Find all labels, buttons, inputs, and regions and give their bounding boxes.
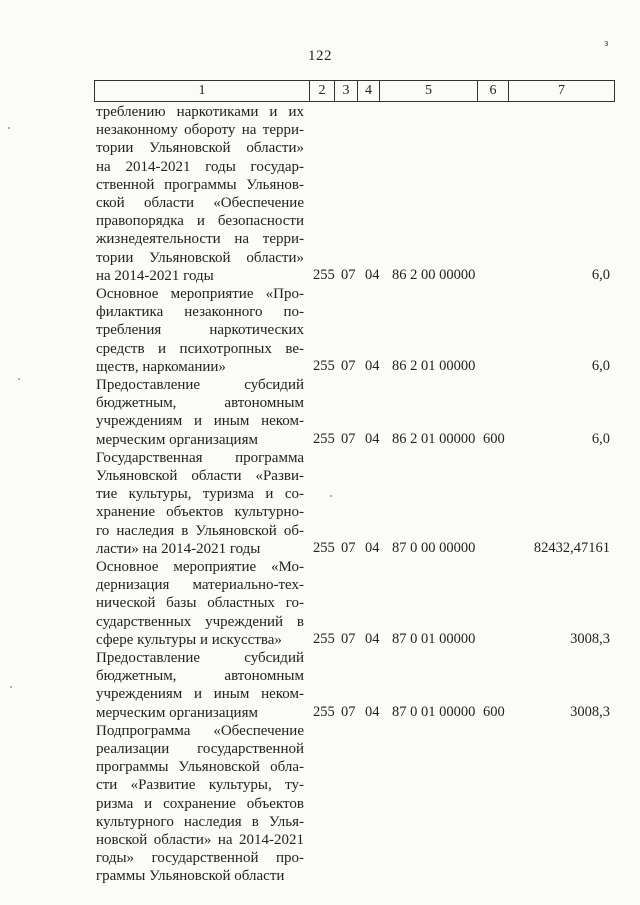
description-line: мерческим организациям [96, 704, 258, 721]
header-col-7: 7 [509, 81, 615, 101]
header-col-6: 6 [478, 81, 509, 101]
cell-c4: 04 [365, 539, 380, 556]
description-line: ризма и сохранение объектов [96, 795, 304, 812]
row-description [96, 649, 304, 722]
header-col-1: 1 [95, 81, 310, 101]
row-description [96, 285, 304, 376]
row-description [96, 558, 304, 649]
description-line: Предоставление субсидий [96, 650, 304, 666]
description-line: ственной программы Ульянов- [96, 176, 304, 193]
description-line: годы» государственной про- [96, 850, 304, 867]
cell-c7: 6,0 [591, 430, 610, 447]
cell-c5: 86 2 01 00000 [392, 357, 476, 374]
cell-c2: 255 [313, 703, 335, 720]
description-line: культурного наследия в Улья- [96, 813, 304, 830]
description-line: средств и психотропных ве- [96, 340, 304, 357]
cell-c4: 04 [365, 703, 380, 720]
description-line: незаконному обороту на терри- [96, 122, 304, 139]
cell-c3: 07 [341, 266, 356, 283]
row-description [96, 449, 304, 558]
description-line: граммы Ульяновской области [96, 868, 285, 885]
cell-c5: 87 0 01 00000 [392, 630, 476, 647]
description-line: треблению наркотиками и их [96, 104, 304, 120]
description-line: реализации государственной [96, 741, 304, 757]
description-line: требления наркотических [96, 322, 304, 339]
cell-c3: 07 [341, 357, 356, 374]
description-line: Основное мероприятие «Про- [96, 286, 304, 302]
cell-c2: 255 [313, 539, 335, 556]
cell-c4: 04 [365, 266, 380, 283]
description-line: Ульяновской области «Разви- [96, 468, 304, 484]
description-line: сфере культуры и искусства» [96, 631, 282, 648]
description-line: ласти» на 2014-2021 годы [96, 540, 261, 557]
description-line: бюджетным, автономным [96, 668, 304, 685]
description-line: жизнедеятельности на терри- [96, 231, 304, 248]
cell-c6: 600 [483, 703, 505, 720]
cell-c3: 07 [341, 539, 356, 556]
cell-c2: 255 [313, 430, 335, 447]
description-line: тории Ульяновской области» [96, 249, 304, 266]
description-line: тие культуры, туризма и со- [96, 486, 304, 503]
row-description [96, 103, 304, 285]
cell-c7: 6,0 [591, 357, 610, 374]
description-line: Предоставление субсидий [96, 377, 304, 393]
cell-c6: 600 [483, 430, 505, 447]
description-line: бюджетным, автономным [96, 395, 304, 412]
description-line: учреждениям и иным неком- [96, 686, 304, 703]
cell-c3: 07 [341, 430, 356, 447]
cell-c5: 87 0 01 00000 [392, 703, 476, 720]
cell-c7: 82432,47161 [533, 539, 610, 556]
cell-c3: 07 [341, 630, 356, 647]
description-line: учреждениям и иным неком- [96, 413, 304, 430]
description-line: программы Ульяновской обла- [96, 759, 304, 776]
description-line: нической базы областных го- [96, 595, 304, 612]
cell-c5: 87 0 00 00000 [392, 539, 476, 556]
corner-mark: з [604, 37, 609, 49]
page-number: 122 [308, 48, 332, 64]
header-col-4: 4 [358, 81, 380, 101]
description-line: Государственная программа [96, 449, 304, 466]
scan-speck [330, 495, 332, 497]
description-line: мерческим организациям [96, 431, 258, 448]
description-line: Основное мероприятие «Мо- [96, 559, 304, 575]
description-line: тории Ульяновской области» [96, 140, 304, 157]
description-line: сударственных учреждений в [96, 613, 304, 630]
cell-c3: 07 [341, 703, 356, 720]
description-line: го наследия в Ульяновской об- [96, 522, 304, 539]
description-line: ществ, наркомании» [96, 358, 226, 375]
cell-c5: 86 2 01 00000 [392, 430, 476, 447]
row-description [96, 376, 304, 449]
description-line: на 2014-2021 годы [96, 267, 214, 284]
description-line: ской области «Обеспечение [96, 195, 304, 212]
description-line: новской области» на 2014-2021 [96, 832, 304, 849]
description-line: сти «Развитие культуры, ту- [96, 777, 304, 794]
description-line: хранение объектов культурно- [96, 504, 304, 521]
row-description [96, 722, 304, 886]
cell-c7: 6,0 [591, 266, 610, 283]
cell-c2: 255 [313, 266, 335, 283]
cell-c2: 255 [313, 357, 335, 374]
cell-c5: 86 2 00 00000 [392, 266, 476, 283]
header-col-3: 3 [335, 81, 358, 101]
scan-speck [8, 127, 10, 129]
table-header [94, 80, 615, 102]
scan-speck [18, 378, 20, 380]
cell-c7: 3008,3 [570, 703, 610, 720]
cell-c4: 04 [365, 357, 380, 374]
description-line: правопорядка и безопасности [96, 213, 304, 230]
cell-c4: 04 [365, 430, 380, 447]
description-line: филактика незаконного по- [96, 304, 304, 321]
cell-c4: 04 [365, 630, 380, 647]
description-line: дернизация материально-тех- [96, 577, 304, 594]
header-col-5: 5 [380, 81, 478, 101]
description-line: на 2014-2021 годы государ- [96, 158, 304, 175]
cell-c2: 255 [313, 630, 335, 647]
header-col-2: 2 [310, 81, 335, 101]
description-line: Подпрограмма «Обеспечение [96, 722, 304, 739]
scan-speck [10, 686, 12, 688]
cell-c7: 3008,3 [570, 630, 610, 647]
